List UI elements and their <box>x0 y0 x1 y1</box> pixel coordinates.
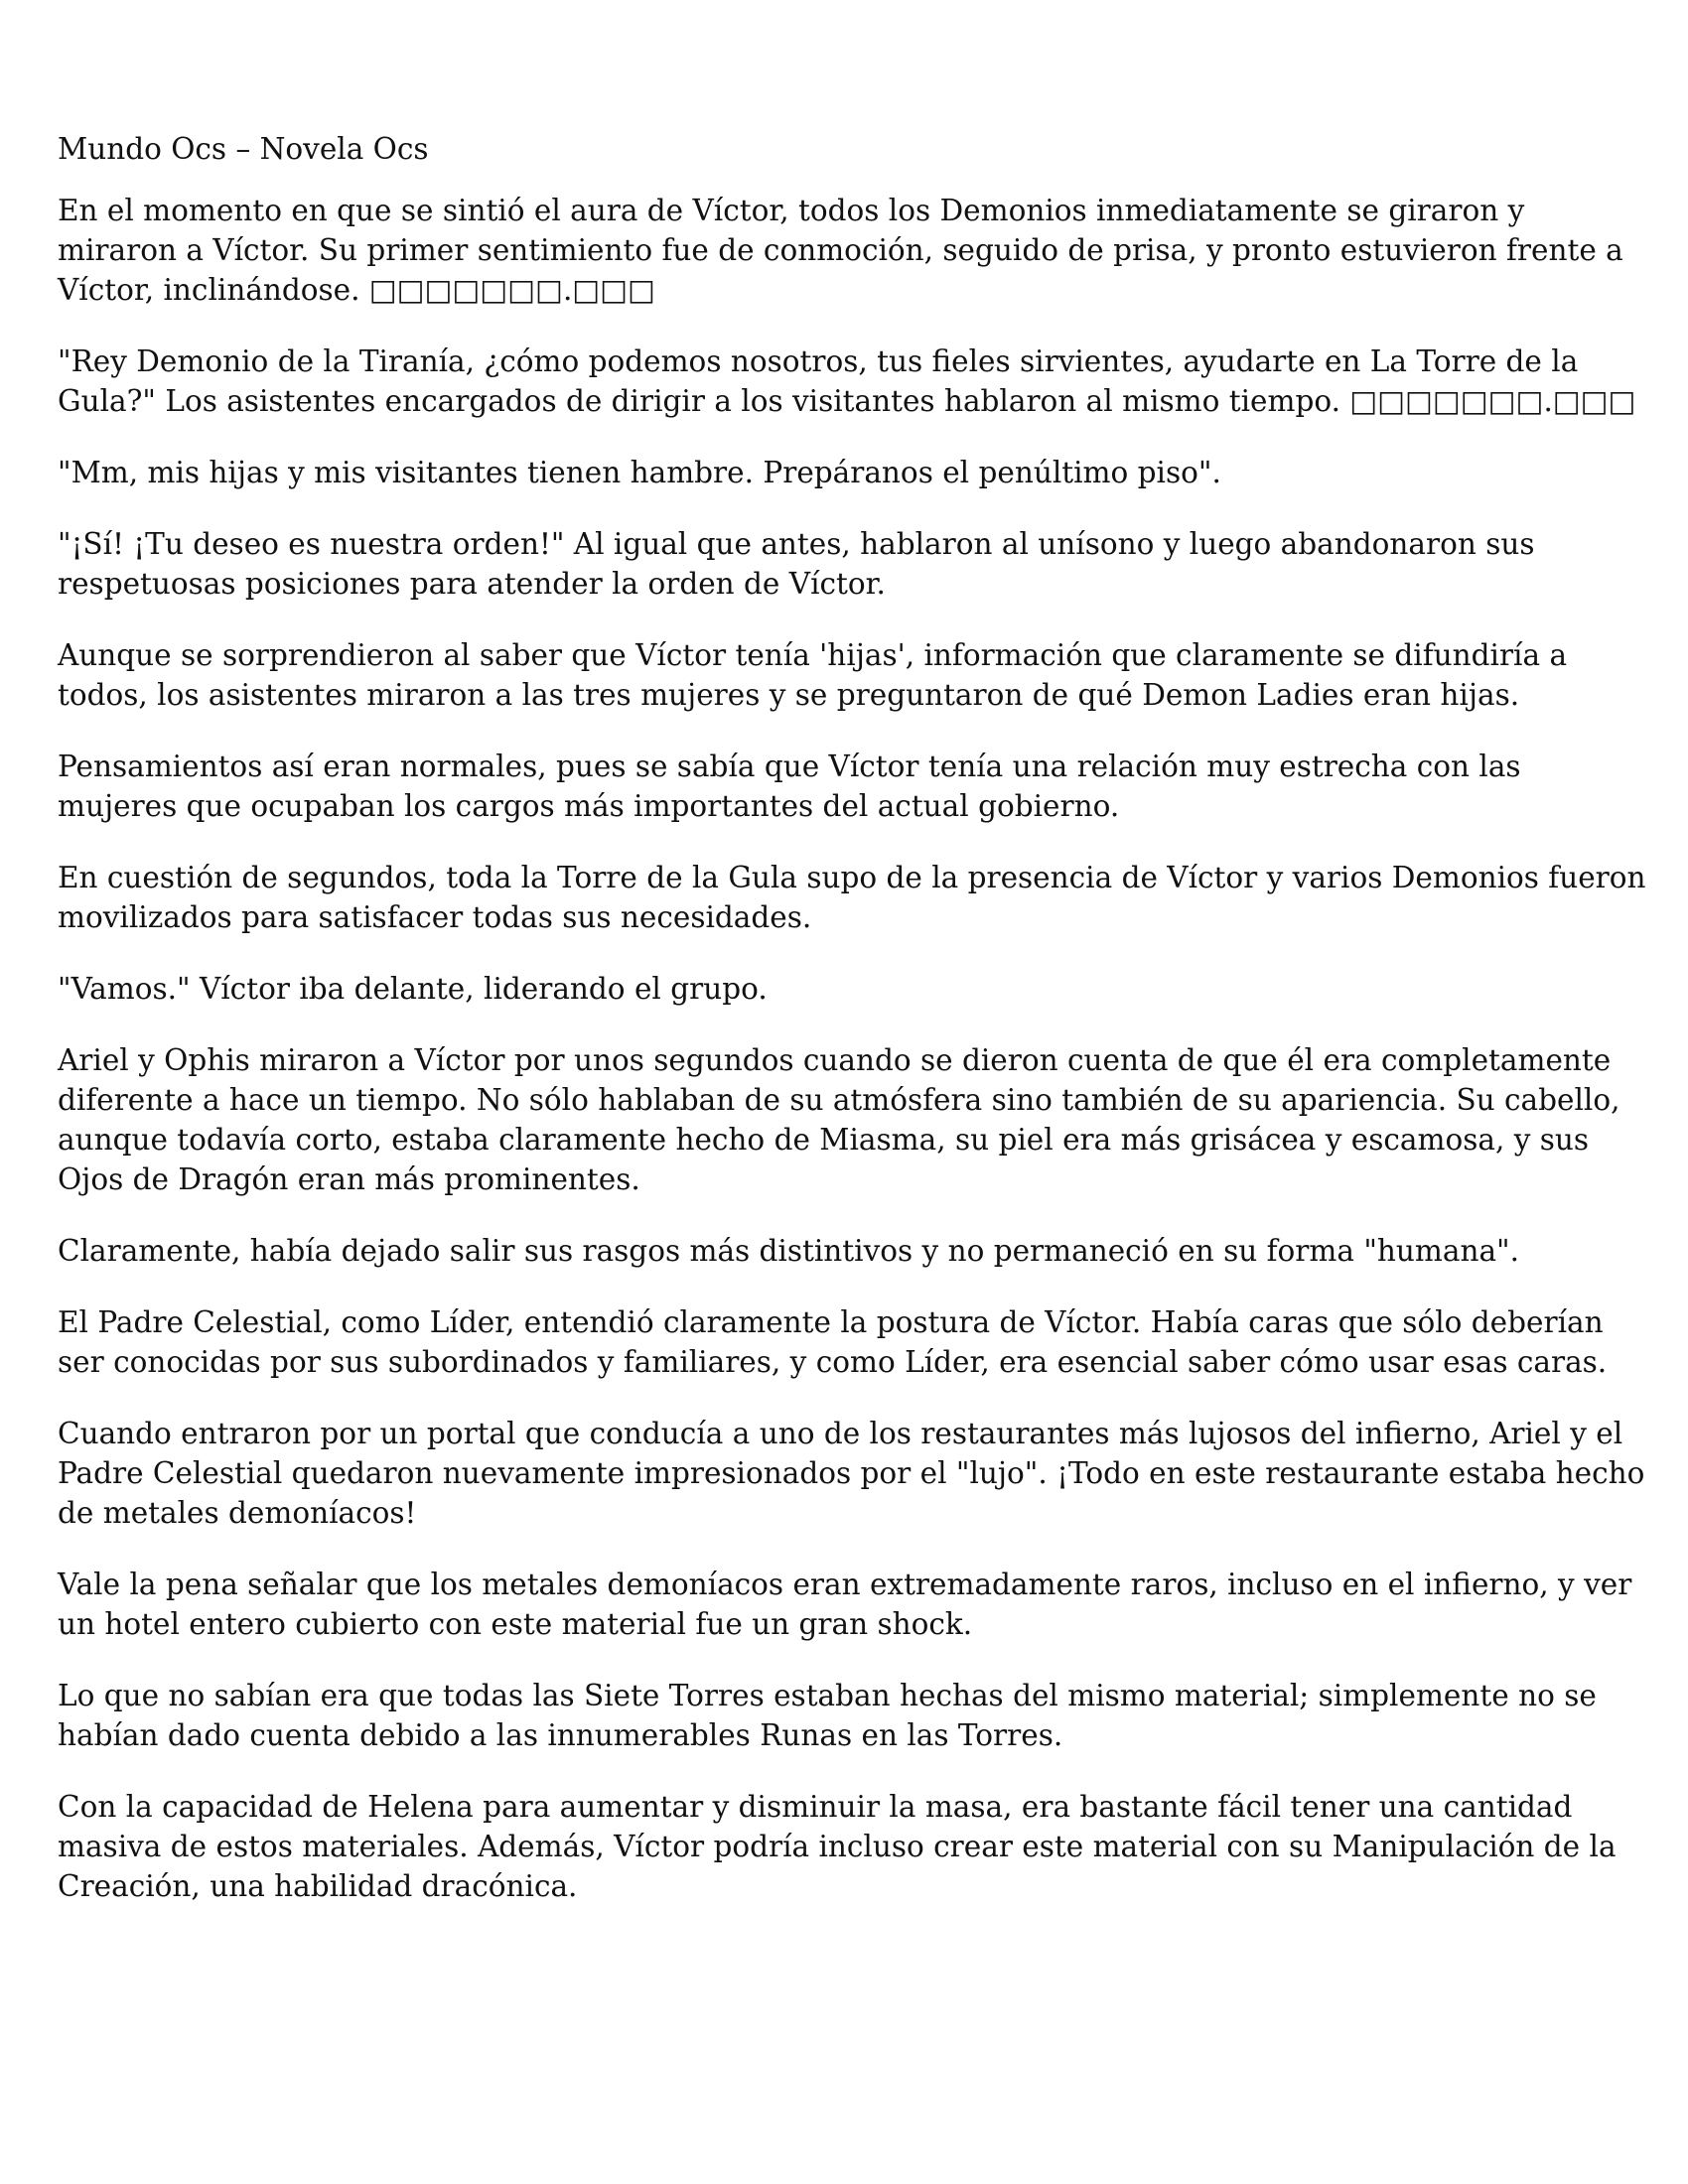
paragraph-5: Aunque se sorprendieron al saber que Víctor tenía 'hijas', información que claramente se difundiría a todos, los asistentes miraron a las tres mujeres y se preguntaron de qué Demon Ladies eran hijas. <box>58 638 1568 712</box>
paragraph-15: Con la capacidad de Helena para aumentar y disminuir la masa, era bastante fácil tener una cantidad masiva de estos materiales. Además, Víctor podría incluso crear este material con su Manipulación de la Creación, una habilidad dracónica. <box>58 1790 1617 1903</box>
paragraph-13: Vale la pena señalar que los metales demoníacos eran extremadamente raros, incluso en el infierno, y ver un hotel entero cubierto con este material fue un gran shock. <box>58 1568 1632 1641</box>
paragraph-14: Lo que no sabían era que todas las Siete Torres estaban hechas del mismo material; simplemente no se habían dado cuenta debido a las innumerables Runas en las Torres. <box>58 1679 1597 1752</box>
paragraph-1: En el momento en que se sintió el aura de Víctor, todos los Demonios inmediatamente se giraron y miraron a Víctor. Su primer sentimiento fue de conmoción, seguido de prisa, y pronto estuvieron frente a Víctor, inclinándose. □□□□□□□.□□□ <box>58 194 1623 307</box>
paragraph-12: Cuando entraron por un portal que conducía a uno de los restaurantes más lujosos del infierno, Ariel y el Padre Celestial quedaron nuevamente impresionados por el "lujo". ¡Todo en este restaurante estaba hecho de metales demoníacos! <box>58 1417 1645 1530</box>
document-page <box>58 129 1646 1938</box>
paragraph-2: "Rey Demonio de la Tiranía, ¿cómo podemos nosotros, tus fieles sirvientes, ayudarte en La Torre de la Gula?" Los asistentes encargados de dirigir a los visitantes hablaron al mismo tiempo. □□□□□□□.□□□ <box>58 344 1636 418</box>
paragraph-8: "Vamos." Víctor iba delante, liderando el grupo. <box>58 972 768 1006</box>
paragraph-11: El Padre Celestial, como Líder, entendió claramente la postura de Víctor. Había caras que sólo deberían ser conocidas por sus subordinados y familiares, y como Líder, era esencial saber cómo usar esas caras. <box>58 1305 1608 1379</box>
paragraph-9: Ariel y Ophis miraron a Víctor por unos segundos cuando se dieron cuenta de que él era completamente diferente a hace un tiempo. No sólo hablaban de su atmósfera sino también de su apariencia. Su cabello, aunque todavía corto, estaba claramente hecho de Miasma, su piel era más grisácea y escamosa, y sus Ojos de Dragón eran más prominentes. <box>58 1043 1620 1196</box>
paragraph-6: Pensamientos así eran normales, pues se sabía que Víctor tenía una relación muy estrecha con las mujeres que ocupaban los cargos más importantes del actual gobierno. <box>58 750 1521 823</box>
document-header: Mundo Ocs – Novela Ocs <box>58 132 429 166</box>
paragraph-10: Claramente, había dejado salir sus rasgos más distintivos y no permaneció en su forma "humana". <box>58 1234 1519 1268</box>
paragraph-3: "Mm, mis hijas y mis visitantes tienen hambre. Prepáranos el penúltimo piso". <box>58 456 1221 489</box>
paragraph-7: En cuestión de segundos, toda la Torre de la Gula supo de la presencia de Víctor y varios Demonios fueron movilizados para satisfacer todas sus necesidades. <box>58 861 1646 934</box>
paragraph-4: "¡Sí! ¡Tu deseo es nuestra orden!" Al igual que antes, hablaron al unísono y luego abandonaron sus respetuosas posiciones para atender la orden de Víctor. <box>58 527 1535 601</box>
